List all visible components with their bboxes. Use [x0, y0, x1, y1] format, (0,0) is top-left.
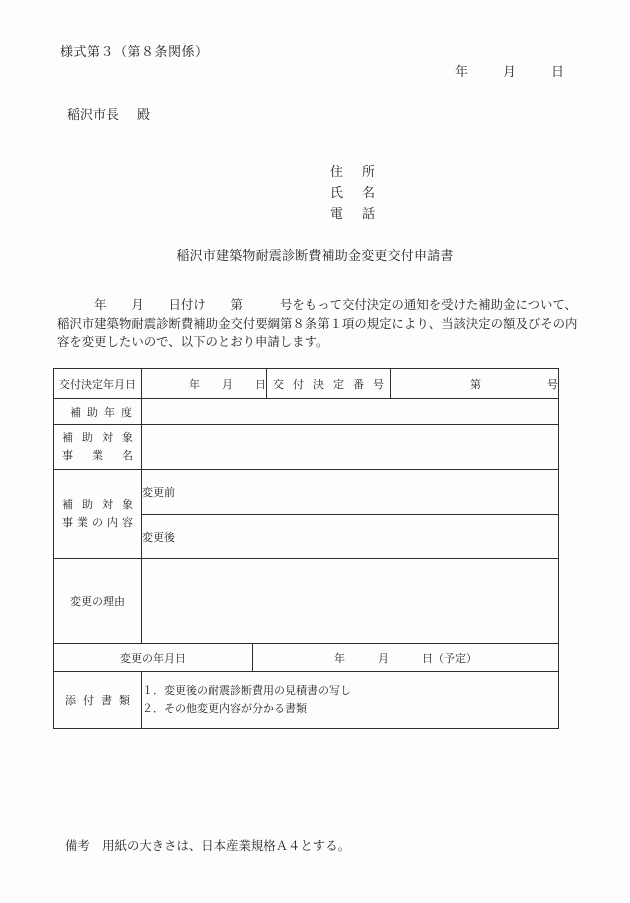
project-name-value: [142, 425, 559, 470]
remarks-note: 備考 用紙の大きさは、日本産業規格Ａ４とする。: [65, 839, 350, 853]
decision-number-value: 第 号: [391, 369, 559, 399]
attachments-list: [142, 672, 559, 729]
applicant-phone-label: 電 話: [330, 206, 379, 221]
addressee-line: [67, 104, 150, 123]
subsidy-year-label: 補助年度: [54, 399, 142, 425]
applicant-address-label: 住 所: [330, 164, 379, 179]
after-change-label: 変更後: [142, 531, 175, 544]
change-date-value: 年 月 日（予定）: [253, 644, 559, 672]
project-name-label: 補助対象 事業名: [54, 425, 142, 470]
before-change-cell: [142, 470, 559, 515]
project-detail-label: 補助対象 事業の内容: [54, 470, 142, 559]
project-name-row: [54, 425, 559, 470]
before-change-label: 変更前: [142, 487, 175, 499]
decision-date-label: 交付決定年月日: [54, 369, 142, 399]
intro-line-1: 年 月 日付け 第 号をもって交付決定の通知を受けた補助金について、: [57, 298, 577, 312]
intro-paragraph: [57, 296, 579, 352]
subsidy-year-value: [142, 399, 559, 425]
decision-date-value: 年 月 日: [142, 369, 267, 399]
attachments-row: [54, 672, 559, 729]
addressee-name: 稲沢市長: [67, 107, 120, 122]
change-date-label: 変更の年月日: [54, 644, 253, 672]
attachment-item: ２．その他変更内容が分かる書類: [142, 703, 307, 715]
attachment-item: １．変更後の耐震診断費用の見積書の写し: [142, 684, 351, 697]
date-month-label: 月: [502, 64, 516, 79]
decision-row: [54, 369, 559, 399]
applicant-name-label: 氏 名: [330, 185, 379, 200]
header-date-line: [455, 61, 564, 80]
applicant-block: [330, 161, 378, 224]
project-detail-before-row: [54, 470, 559, 515]
decision-number-label: 交付決定番号: [267, 369, 391, 399]
subsidy-year-row: [54, 399, 559, 425]
change-reason-value: [142, 559, 559, 644]
intro-line-3: 容を変更したいので、以下のとおり申請します。: [57, 335, 329, 350]
document-title: 稲沢市建築物耐震診断費補助金変更交付申請書: [176, 248, 454, 263]
change-date-row: [54, 644, 559, 672]
change-reason-row: [54, 559, 559, 644]
change-reason-label: 変更の理由: [54, 559, 142, 644]
application-details-table: [53, 368, 559, 729]
after-change-cell: [142, 515, 559, 559]
form-number: 様式第３（第８条関係）: [60, 44, 209, 59]
date-year-label: 年: [454, 64, 468, 79]
intro-line-2: 稲沢市建築物耐震診断費補助金交付要綱第８条第１項の規定により、当該決定の額及びその内: [57, 316, 578, 331]
attachments-label: 添付書類: [54, 672, 142, 729]
date-day-label: 日: [550, 64, 564, 79]
addressee-honorific: 殿: [137, 107, 151, 122]
